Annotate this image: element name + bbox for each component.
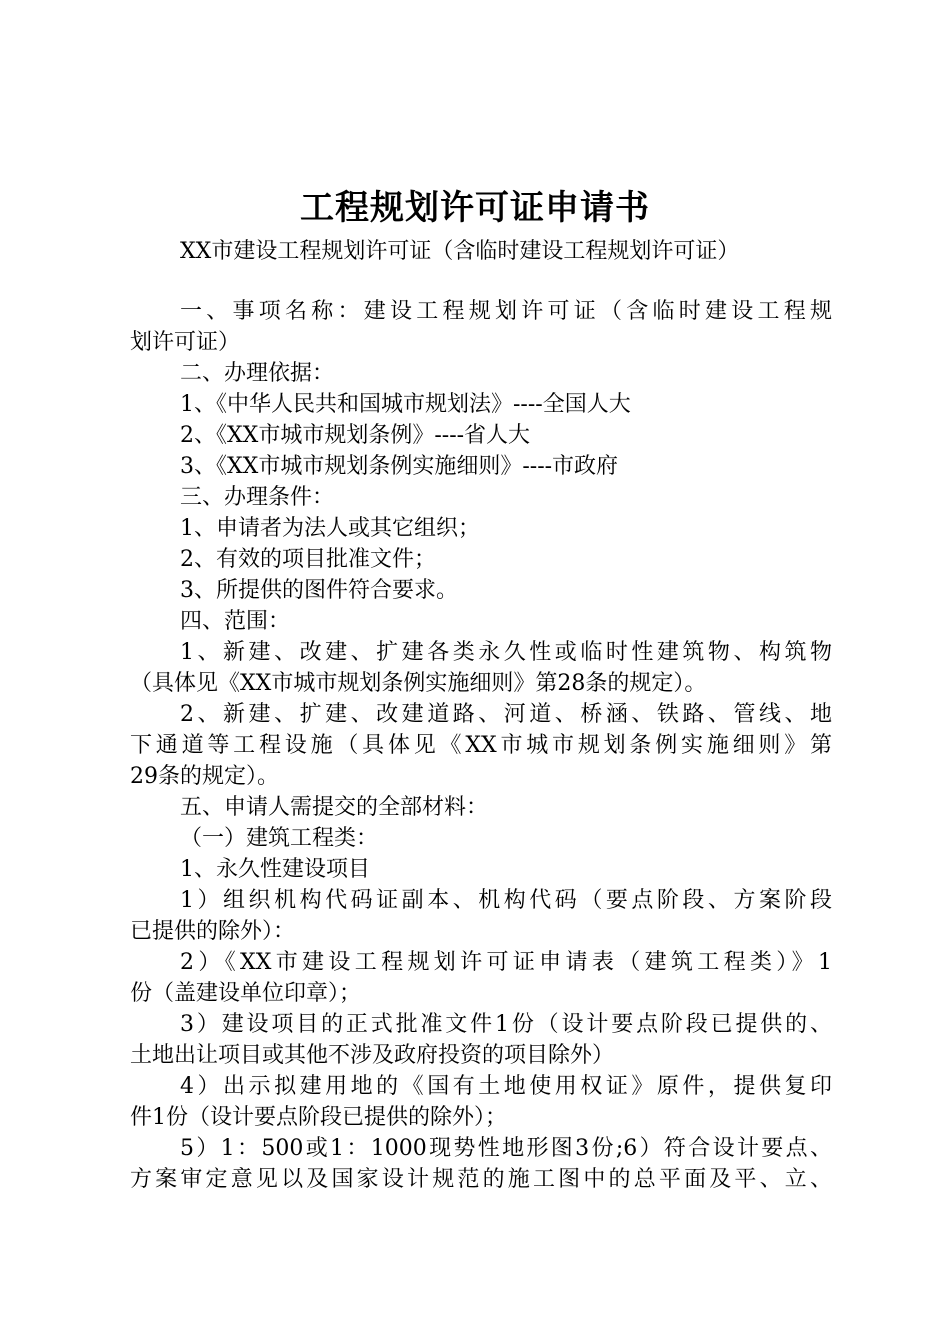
list-item: 1、新建、改建、扩建各类永久性或临时性建筑物、构筑物 [180,640,832,665]
paragraph-line: 土地出让项目或其他不涉及政府投资的项目除外） [130,1043,615,1068]
list-item: 1）组织机构代码证副本、机构代码（要点阶段、方案阶段 [180,888,832,913]
section-heading: 三、办理条件： [180,485,335,510]
subsection-heading: （一）建筑工程类： [180,826,379,851]
list-item: 3、《XX市城市规划条例实施细则》----市政府 [180,454,619,479]
list-item: 2）《XX市建设工程规划许可证申请表（建筑工程类）》1 [180,950,832,975]
list-item: 1、永久性建设项目 [180,857,370,882]
paragraph-line: 划许可证） [130,330,241,355]
list-item: 1、申请者为法人或其它组织； [180,516,480,541]
paragraph-line: （具体见《XX市城市规划条例实施细则》第28条的规定）。 [130,671,707,696]
paragraph-line: 件1份（设计要点阶段已提供的除外）； [130,1105,507,1130]
list-item: 2、《XX市城市规划条例》----省人大 [180,423,531,448]
document-title: 工程规划许可证申请书 [300,188,650,228]
section-heading: 二、办理依据： [180,361,335,386]
document-body [130,296,832,1195]
list-item: 3）建设项目的正式批准文件1份（设计要点阶段已提供的、 [180,1012,832,1037]
paragraph-line: 下通道等工程设施（具体见《XX市城市规划条例实施细则》第 [130,733,832,758]
list-item: 2、有效的项目批准文件； [180,547,436,572]
list-item: 1、《中华人民共和国城市规划法》----全国人大 [180,392,631,417]
section-heading: 四、范围： [180,609,291,634]
paragraph-line: 一、事项名称：建设工程规划许可证（含临时建设工程规 [180,299,832,324]
section-heading: 五、申请人需提交的全部材料： [180,795,489,820]
paragraph-line: 份（盖建设单位印章）； [130,981,362,1006]
document-subtitle: XX市建设工程规划许可证（含临时建设工程规划许可证） [180,239,740,264]
paragraph-line: 29条的规定）。 [130,764,279,789]
list-item: 2、新建、扩建、改建道路、河道、桥涵、铁路、管线、地 [180,702,832,727]
paragraph-line: 方案审定意见以及国家设计规范的施工图中的总平面及平、立、 [130,1167,832,1192]
list-item: 4）出示拟建用地的《国有土地使用权证》原件，提供复印 [180,1074,832,1099]
list-item: 5）1：500或1：1000现势性地形图3份;6）符合设计要点、 [180,1136,832,1161]
list-item: 3、所提供的图件符合要求。 [180,578,458,603]
paragraph-line: 已提供的除外）： [130,919,296,944]
